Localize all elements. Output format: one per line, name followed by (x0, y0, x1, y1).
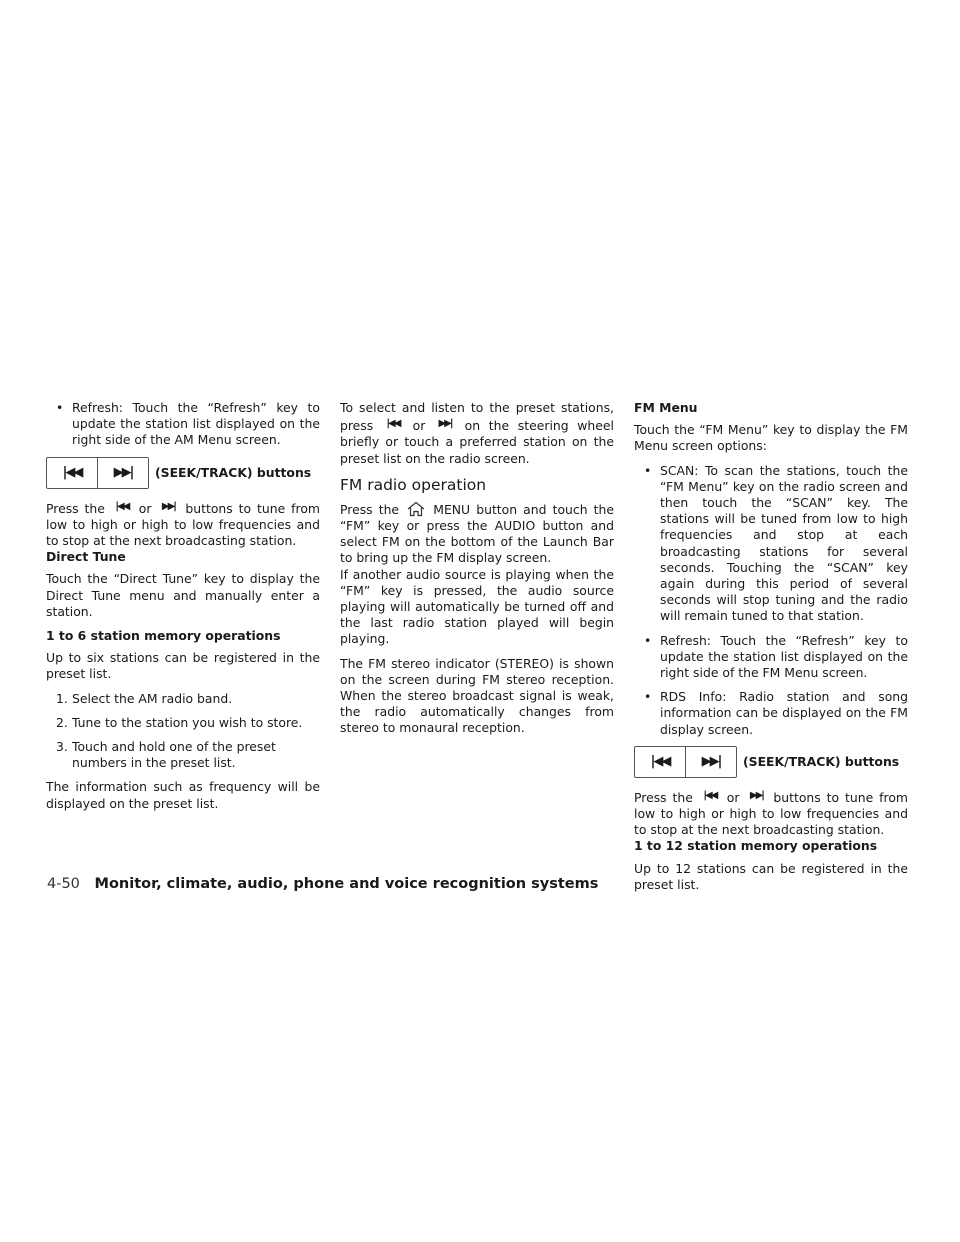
direct-tune-heading: Direct Tune (46, 549, 126, 565)
memory-heading: 1 to 6 station memory operations (46, 628, 281, 644)
step-item: 3. Touch and hold one of the preset numbers in the preset list. (56, 739, 276, 771)
bullet-dot: • (56, 400, 64, 415)
seek-forward-icon: ▶▶| (161, 500, 175, 512)
page-footer (47, 876, 598, 892)
column-right (634, 400, 908, 901)
seek-forward-icon: ▶▶| (685, 747, 736, 777)
bullet-dot: • (644, 689, 652, 705)
other-source-text: If another audio source is playing when the “FM” key is pressed, the audio source playing will automatically be turned off and the last radio station played will begin playing. (340, 566, 614, 647)
seek-button-box (634, 746, 737, 778)
fm-menu-text: Touch the “FM Menu” key to display the FM Menu screen options: (634, 422, 908, 454)
step-item: 1. Select the AM radio band. (56, 690, 233, 706)
seek-forward-icon: ▶▶| (438, 418, 452, 430)
bullet-text: Refresh: Touch the “Refresh” key to update the station list displayed on the right side of the AM Menu screen. (72, 400, 320, 448)
fm-radio-title: FM radio operation (340, 475, 487, 494)
page-number: 4-50 (47, 876, 80, 892)
fm-press-text: Press the MENU button and touch the “FM” key or press the AUDIO button and select FM on the bottom of the Launch Bar to bring up the FM display screen. (340, 501, 614, 566)
seek-description: Press the |◀◀ or ▶▶| buttons to tune from low to high or high to low frequencies and to stop at the next broadcasting station. (634, 789, 908, 838)
bullet-dot: • (644, 462, 652, 478)
seek-back-icon: |◀◀ (62, 464, 82, 480)
seek-back-icon: |◀◀ (650, 753, 670, 769)
preset-select-text: To select and listen to the preset stations, press |◀◀ or ▶▶| on the steering wheel briefly or touch a preferred station on the preset list on the radio screen. (340, 400, 614, 466)
bullet-refresh-fm: • Refresh: Touch the “Refresh” key to update the station list displayed on the right side of the FM Menu screen. (644, 632, 908, 681)
info-text: The information such as frequency will be displayed on the preset list. (46, 779, 320, 811)
bullet-dot: • (644, 632, 652, 648)
seek-track-label: (SEEK/TRACK) buttons (155, 464, 312, 480)
seek-back-icon: |◀◀ (386, 418, 400, 430)
seek-track-label: (SEEK/TRACK) buttons (743, 753, 900, 769)
stereo-text: The FM stereo indicator (STEREO) is shown on the screen during FM stereo reception. When the stereo broadcast signal is weak, the radio automatically changes from stereo to monaural reception. (340, 655, 614, 736)
fm-menu-heading: FM Menu (634, 400, 698, 415)
column-left (46, 400, 320, 820)
home-menu-icon (405, 501, 427, 517)
seek-button-box (46, 457, 149, 489)
column-middle (340, 400, 614, 745)
seek-back-icon: |◀◀ (703, 789, 717, 801)
bullet-scan: • SCAN: To scan the stations, touch the “FM Menu” key on the radio screen and then touch the “SCAN” key. The stations will be tuned from low to high frequencies and stop at each broadcasting stations for several seconds. Touching the “SCAN” key again during this period of several seconds will stop tuning and the radio will remain tuned to that station. (644, 462, 908, 624)
memory-text: Up to 12 stations can be registered in the preset list. (634, 860, 908, 892)
footer-title: Monitor, climate, audio, phone and voice recognition systems (94, 876, 599, 892)
seek-forward-icon: ▶▶| (97, 458, 148, 488)
seek-forward-icon: ▶▶| (749, 789, 763, 801)
bullet-rds-info: • RDS Info: Radio station and song information can be displayed on the FM display screen. (644, 689, 908, 737)
seek-description: Press the |◀◀ or ▶▶| buttons to tune from low to high or high to low frequencies and to stop at the next broadcasting station. (46, 500, 320, 549)
seek-track-buttons (634, 746, 908, 778)
direct-tune-text: Touch the “Direct Tune” key to display the Direct Tune menu and manually enter a station. (46, 571, 320, 619)
memory-heading: 1 to 12 station memory operations (634, 838, 878, 854)
seek-track-buttons (46, 457, 320, 489)
bullet-refresh-am (46, 400, 320, 449)
seek-back-icon: |◀◀ (115, 500, 129, 512)
step-item: 2. Tune to the station you wish to store. (56, 714, 303, 730)
memory-text: Up to six stations can be registered in the preset list. (46, 650, 320, 682)
